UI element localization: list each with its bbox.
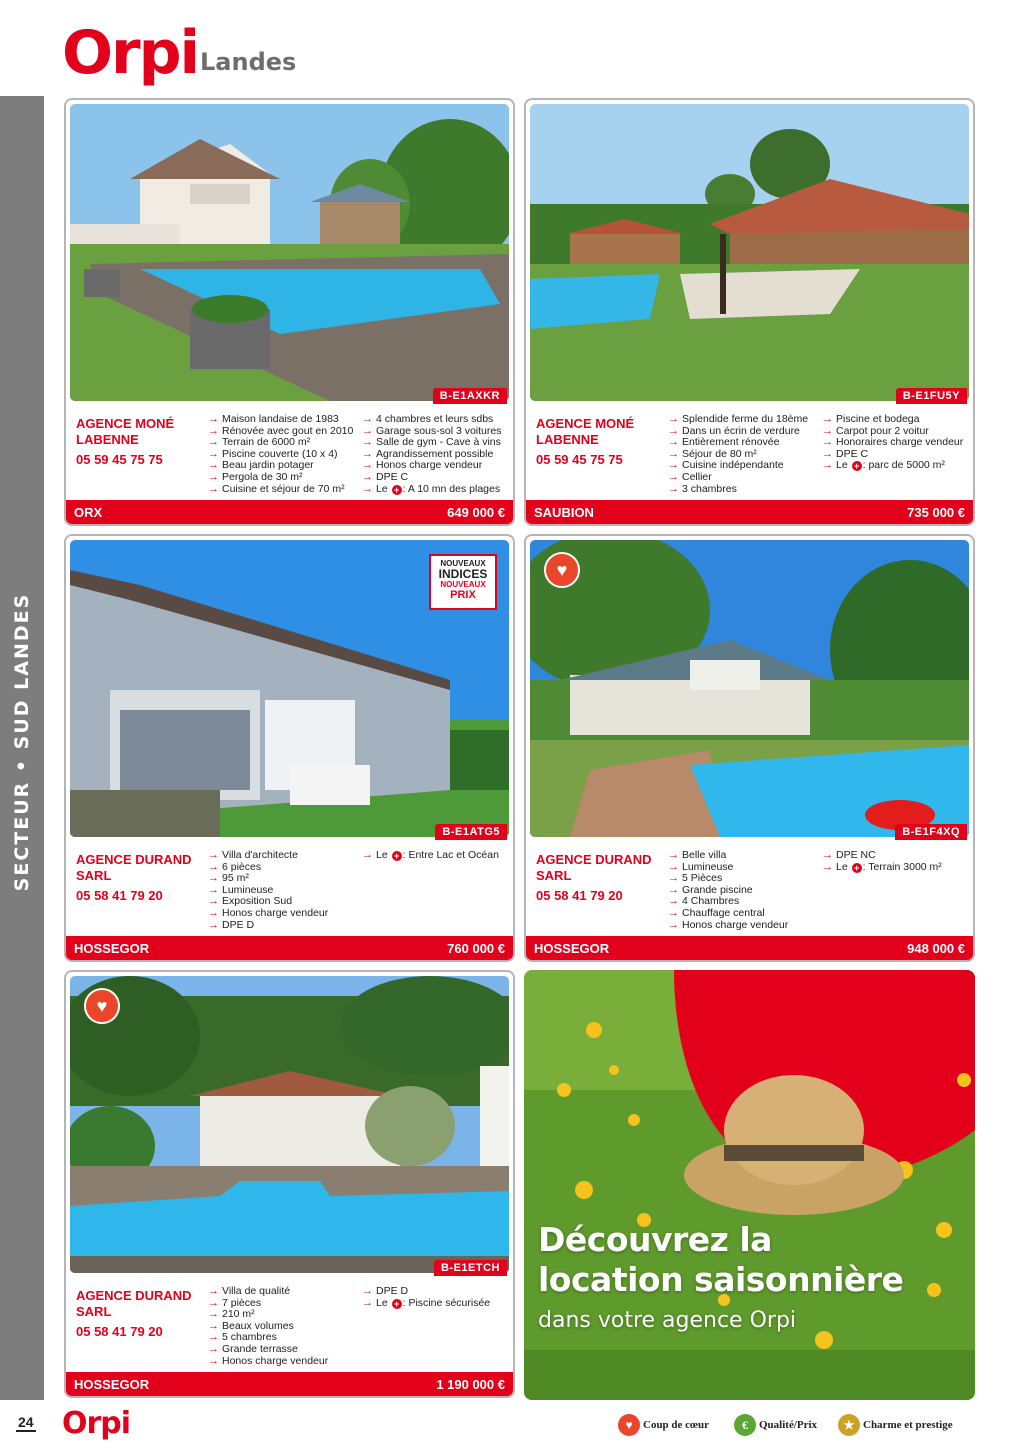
price: 649 000 €	[447, 504, 505, 520]
orpi-logo: Orpi	[62, 18, 199, 88]
agency-info	[76, 852, 206, 904]
feature-item: → Honos charge vendeur	[668, 920, 788, 932]
feature-item: → Beau jardin potager	[208, 460, 353, 472]
feature-plus	[362, 1298, 490, 1310]
legend-label: Coup de cœur	[643, 1419, 710, 1431]
plus-text: : Entre Lac et Océan	[402, 849, 499, 861]
feature-item: → 5 chambres	[208, 1332, 328, 1344]
feature-item: → Dans un écrin de verdure	[668, 426, 808, 438]
feature-item: → Grande piscine	[668, 885, 788, 897]
features-list	[822, 414, 963, 472]
property-photo	[70, 976, 509, 1273]
agency-phone[interactable]: 05 58 41 79 20	[536, 888, 623, 903]
agency-phone[interactable]: 05 58 41 79 20	[76, 1324, 163, 1339]
page-number: 24	[18, 1414, 34, 1430]
badge-line: NOUVEAUX	[440, 580, 486, 589]
features-list	[668, 414, 808, 495]
feature-item: → Villa de qualité	[208, 1286, 328, 1298]
feature-plus	[362, 484, 501, 496]
ad-background	[524, 970, 975, 1400]
feature-item: → Entièrement rénovée	[668, 437, 808, 449]
feature-item: → 4 chambres et leurs sdbs	[362, 414, 501, 426]
legend-charme-prestige	[838, 1414, 953, 1436]
listing-card[interactable]	[64, 98, 515, 526]
feature-item: → Honos charge vendeur	[362, 460, 501, 472]
legend-qualite-prix	[734, 1414, 817, 1436]
feature-item: → Cuisine et séjour de 70 m²	[208, 484, 353, 496]
feature-item: → DPE C	[362, 472, 501, 484]
listing-footer-bar	[66, 1372, 513, 1396]
plus-prefix: Le	[376, 849, 388, 861]
feature-item: → Honos charge vendeur	[208, 1356, 328, 1368]
feature-plus	[822, 460, 963, 472]
city-name: SAUBION	[534, 504, 594, 520]
plus-icon: +	[852, 461, 862, 471]
feature-item: → Belle villa	[668, 850, 788, 862]
reference-label: B-E1AXKR	[433, 388, 507, 404]
price: 1 190 000 €	[436, 1376, 505, 1392]
agency-phone[interactable]: 05 59 45 75 75	[536, 452, 623, 467]
listing-card[interactable]	[524, 98, 975, 526]
listing-card[interactable]	[524, 534, 975, 962]
price: 948 000 €	[907, 940, 965, 956]
features-list	[362, 1286, 490, 1309]
feature-item: → DPE C	[822, 449, 963, 461]
ad-headline	[538, 1220, 903, 1300]
city-name: ORX	[74, 504, 103, 520]
city-name: HOSSEGOR	[534, 940, 610, 956]
feature-item: → Cuisine indépendante	[668, 460, 808, 472]
region-title: Landes	[200, 48, 297, 76]
property-photo	[70, 104, 509, 401]
feature-item: → Grande terrasse	[208, 1344, 328, 1356]
plus-icon: +	[392, 1299, 402, 1309]
feature-item: → Salle de gym - Cave à vins	[362, 437, 501, 449]
quality-house-icon: €	[734, 1414, 756, 1436]
reference-label: B-E1ETCH	[434, 1260, 507, 1276]
plus-icon: +	[392, 851, 402, 861]
feature-item: → 3 chambres	[668, 484, 808, 496]
feature-item: → Beaux volumes	[208, 1321, 328, 1333]
features-list	[822, 850, 942, 873]
feature-item: → 6 pièces	[208, 862, 328, 874]
feature-plus	[362, 850, 499, 862]
features-list	[208, 1286, 328, 1367]
plus-icon: +	[852, 863, 862, 873]
feature-item: → 4 Chambres	[668, 896, 788, 908]
agency-name: AGENCE MONÉ LABENNE	[76, 416, 175, 447]
agency-name: AGENCE DURAND SARL	[76, 1288, 192, 1319]
plus-icon: +	[392, 485, 402, 495]
ad-headline-line: Découvrez la	[538, 1220, 772, 1259]
listing-footer-bar	[66, 936, 513, 960]
legend-label: Charme et prestige	[863, 1419, 953, 1431]
feature-item: → 95 m²	[208, 873, 328, 885]
feature-item: → Pergola de 30 m²	[208, 472, 353, 484]
plus-prefix: Le	[836, 860, 848, 873]
feature-item: → Piscine couverte (10 x 4)	[208, 449, 353, 461]
ad-headline-line: location saisonnière	[538, 1260, 904, 1299]
feature-item: → Agrandissement possible	[362, 449, 501, 461]
features-list	[668, 850, 788, 931]
ad-subline: dans votre agence Orpi	[538, 1308, 797, 1333]
feature-item: → Lumineuse	[668, 862, 788, 874]
feature-item: → Carpot pour 2 voitur	[822, 426, 963, 438]
property-photo	[530, 104, 969, 401]
plus-text: : Piscine sécurisée	[402, 1296, 491, 1309]
agency-info	[76, 1288, 206, 1340]
feature-item: → Exposition Sud	[208, 896, 328, 908]
agency-phone[interactable]: 05 58 41 79 20	[76, 888, 163, 903]
legend-label: Qualité/Prix	[759, 1419, 818, 1431]
plus-prefix: Le	[376, 1296, 388, 1309]
feature-item: → Honos charge vendeur	[208, 908, 328, 920]
reference-label: B-E1ATG5	[435, 824, 507, 840]
features-list	[362, 850, 499, 862]
feature-item: → Honoraires charge vendeur	[822, 437, 963, 449]
reference-label: B-E1F4XQ	[895, 824, 967, 840]
feature-item: → Piscine et bodega	[822, 414, 963, 426]
feature-item: → 7 pièces	[208, 1298, 328, 1310]
feature-item: → Cellier	[668, 472, 808, 484]
listing-footer-bar	[526, 936, 973, 960]
legend-coup-de-coeur	[618, 1414, 709, 1436]
reference-label: B-E1FU5Y	[896, 388, 967, 404]
agency-name: AGENCE DURAND SARL	[76, 852, 192, 883]
heart-house-icon: ♥	[84, 988, 120, 1024]
feature-item: → DPE D	[208, 920, 328, 932]
features-list	[362, 414, 501, 495]
feature-item: → Villa d'architecte	[208, 850, 328, 862]
feature-item: → DPE NC	[822, 850, 942, 862]
listing-footer-bar	[526, 500, 973, 524]
plus-prefix: Le	[376, 482, 388, 495]
property-photo	[530, 540, 969, 837]
city-name: HOSSEGOR	[74, 1376, 150, 1392]
badge-line: PRIX	[450, 589, 476, 601]
listing-card[interactable]	[64, 970, 515, 1398]
features-list	[208, 414, 353, 495]
badge-line: NOUVEAUX	[440, 559, 486, 568]
heart-house-icon: ♥	[618, 1414, 640, 1436]
property-photo	[70, 540, 509, 837]
agency-name: AGENCE MONÉ LABENNE	[536, 416, 635, 447]
sector-label: SECTEUR • SUD LANDES	[11, 592, 33, 892]
price: 760 000 €	[447, 940, 505, 956]
agency-name: AGENCE DURAND SARL	[536, 852, 652, 883]
feature-plus	[822, 862, 942, 874]
seasonal-rental-ad[interactable]	[524, 970, 975, 1400]
feature-item: → Maison landaise de 1983	[208, 414, 353, 426]
feature-item: → 210 m²	[208, 1309, 328, 1321]
agency-phone[interactable]: 05 59 45 75 75	[76, 452, 163, 467]
plus-prefix: Le	[836, 459, 848, 472]
badge-line: INDICES	[438, 567, 488, 581]
heart-house-icon: ♥	[544, 552, 580, 588]
plus-text: : parc de 5000 m²	[862, 459, 945, 472]
feature-item: → Splendide ferme du 18ème	[668, 414, 808, 426]
listing-footer-bar	[66, 500, 513, 524]
feature-item: → DPE D	[362, 1286, 490, 1298]
crown-house-icon: ★	[838, 1414, 860, 1436]
agency-info	[536, 852, 666, 904]
feature-item: → 5 Pièces	[668, 873, 788, 885]
new-price-badge	[429, 554, 497, 610]
feature-item: → Lumineuse	[208, 885, 328, 897]
price: 735 000 €	[907, 504, 965, 520]
footer-orpi-logo: Orpi	[62, 1406, 131, 1441]
feature-item: → Rénovée avec gout en 2010	[208, 426, 353, 438]
feature-item: → Garage sous-sol 3 voitures	[362, 426, 501, 438]
feature-item: → Terrain de 6000 m²	[208, 437, 353, 449]
feature-item: → Séjour de 80 m²	[668, 449, 808, 461]
feature-item: → Chauffage central	[668, 908, 788, 920]
city-name: HOSSEGOR	[74, 940, 150, 956]
plus-text: : Terrain 3000 m²	[862, 860, 942, 873]
agency-info	[76, 416, 206, 468]
plus-text: : A 10 mn des plages	[402, 482, 501, 495]
listing-card[interactable]	[64, 534, 515, 962]
features-list	[208, 850, 328, 931]
agency-info	[536, 416, 666, 468]
